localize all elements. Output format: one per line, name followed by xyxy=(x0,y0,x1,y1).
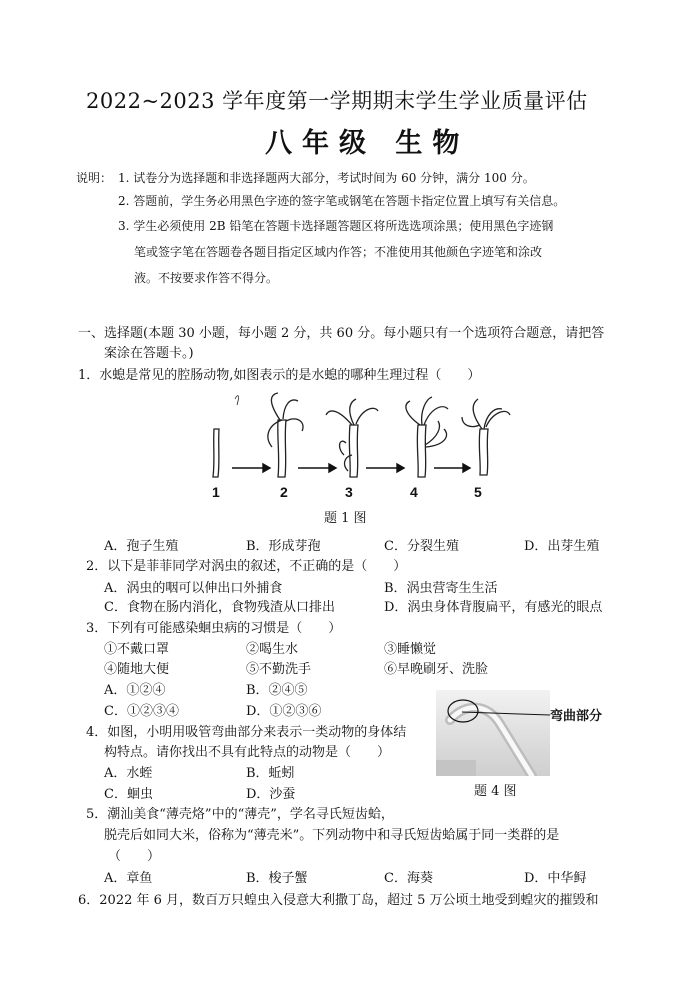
instruction-item: 液。不按要求作答不得分。 xyxy=(134,271,279,285)
option-b: B．梭子蟹 xyxy=(246,871,308,886)
pointer-line xyxy=(462,706,552,718)
instruction-item: 2. 答题前，学生务必用黑色字迹的签字笔或钢笔在答题卡指定位置上填写有关信息。 xyxy=(118,194,566,208)
habit-item: ①不戴口罩 xyxy=(104,642,170,657)
instruction-item: 笔或签字笔在答题卷各题目指定区域内作答；不准使用其他颜色字迹笔和涂改 xyxy=(134,245,543,259)
option-c: C．蛔虫 xyxy=(104,787,153,802)
option-d: D．沙蚕 xyxy=(246,787,296,802)
option-c: C．食物在肠内消化，食物残渣从口排出 xyxy=(104,600,335,615)
option-b: B．形成芽孢 xyxy=(246,539,321,554)
habit-item: ②喝生水 xyxy=(246,642,299,657)
option-d: D．出芽生殖 xyxy=(524,539,600,554)
option-d: D．中华鲟 xyxy=(524,871,587,886)
subject-title: 八年级 生物 xyxy=(265,128,470,159)
option-a: A．水蛭 xyxy=(104,766,153,781)
habit-item: ③睡懒觉 xyxy=(384,642,437,657)
question-4-stem: 4．如图，小明用吸管弯曲部分来表示一类动物的身体结 xyxy=(86,725,407,740)
option-a: A．孢子生殖 xyxy=(104,539,179,554)
option-a: A．①②④ xyxy=(104,683,166,698)
option-c: C．分裂生殖 xyxy=(384,539,459,554)
question-5-stem-cont: 脱壳后如同大米，俗称为“薄壳米”。下列动物中和寻氏短齿蛤属于同一类群的是 xyxy=(104,828,560,843)
figure-caption: 题 4 图 xyxy=(474,784,517,799)
option-b: B．蚯蚓 xyxy=(246,766,295,781)
option-c: C．①②③④ xyxy=(104,704,179,719)
figure-label: 弯曲部分 xyxy=(550,709,603,724)
question-4-stem-cont: 构特点。请你找出不具有此特点的动物是（ ） xyxy=(104,745,391,760)
habit-item: ⑤不勤洗手 xyxy=(246,662,312,677)
option-a: A．章鱼 xyxy=(104,871,153,886)
stage-number: 1 xyxy=(212,484,220,500)
option-d: D．①②③⑥ xyxy=(246,704,322,719)
option-c: C．海葵 xyxy=(384,871,433,886)
option-b: B．②④⑤ xyxy=(246,683,308,698)
question-6-stem: 6．2022 年 6 月，数百万只蝗虫入侵意大利撒丁岛，超过 5 万公顷土地受到蝗灾的摧毁和 xyxy=(78,893,599,908)
habit-item: ④随地大便 xyxy=(104,662,170,677)
stage-number: 5 xyxy=(474,484,482,500)
stage-number: 2 xyxy=(280,484,288,500)
figure-caption: 题 1 图 xyxy=(324,511,367,526)
section-heading: 一、选择题(本题 30 小题，每小题 2 分，共 60 分。每小题只有一个选项符合题意，请把答 xyxy=(78,326,605,341)
question-5-stem: 5．潮汕美食“薄壳烙”中的“薄壳”，学名寻氏短齿蛤， xyxy=(86,807,394,822)
option-b: B．涡虫营寄生生活 xyxy=(384,581,498,596)
instructions-label: 说明： xyxy=(76,171,113,185)
option-d: D．涡虫身体背腹扁平，有感光的眼点 xyxy=(384,600,603,615)
stage-number: 4 xyxy=(410,484,418,500)
stage-number: 3 xyxy=(345,484,353,500)
habit-item: ⑥早晚刷牙、洗脸 xyxy=(384,662,489,677)
section-heading-cont: 案涂在答题卡。) xyxy=(104,346,194,361)
option-a: A．涡虫的咽可以伸出口外捕食 xyxy=(104,581,283,596)
instruction-item: 1. 试卷分为选择题和非选择题两大部分，考试时间为 60 分钟，满分 100 分。 xyxy=(118,171,535,185)
straw-photo xyxy=(436,690,550,776)
question-1-stem: 1．水螅是常见的腔肠动物,如图表示的是水螅的哪种生理过程（ ） xyxy=(78,368,481,383)
question-2-stem: 2．以下是菲菲同学对涡虫的叙述，不正确的是（ ） xyxy=(86,559,407,574)
instruction-item: 3. 学生必须使用 2B 铅笔在答题卡选择题答题区将所选选项涂黑；使用黑色字迹钢 xyxy=(118,219,554,233)
question-3-stem: 3．下列有可能感染蛔虫病的习惯是（ ） xyxy=(86,621,342,636)
question-5-bracket: （ ） xyxy=(108,849,161,864)
exam-title: 2022~2023 学年度第一学期期末学生学业质量评估 xyxy=(86,89,588,113)
